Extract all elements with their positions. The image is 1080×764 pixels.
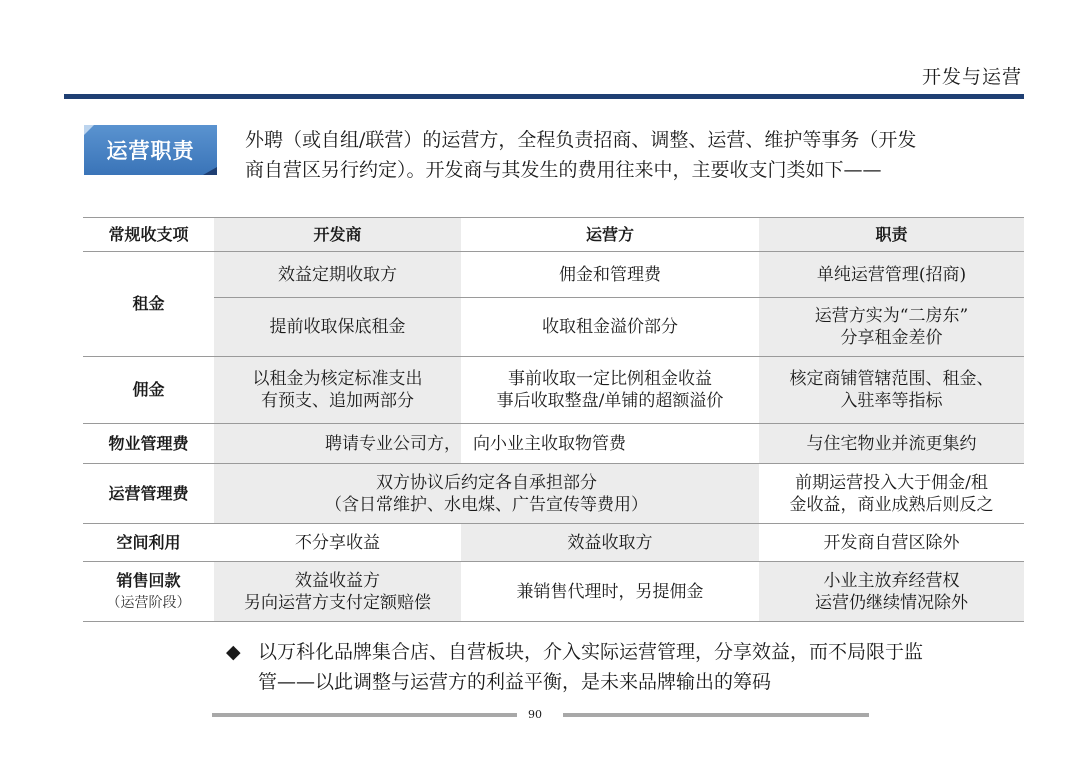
table-cell <box>214 357 461 424</box>
row-label: 运营管理费 <box>83 464 214 524</box>
table-row <box>83 252 1024 298</box>
footer-divider-right <box>563 713 869 717</box>
intro-line: 商自营区另行约定）。开发商与其发生的费用往来中，主要收支门类如下—— <box>245 159 882 181</box>
cell-line: 双方协议后约定各自承担部分 <box>376 472 597 493</box>
table-cell <box>759 464 1024 524</box>
table-cell <box>214 562 461 622</box>
section-title: 开发与运营 <box>921 66 1022 88</box>
row-label: 佣金 <box>83 357 214 424</box>
cell-line: 入驻率等指标 <box>840 391 943 411</box>
cell-line: （含日常维护、水电煤、广告宣传等费用） <box>325 494 648 515</box>
cell-line: 有预支、追加两部分 <box>261 391 414 411</box>
table-cell: 聘请专业公司方， <box>214 424 461 464</box>
column-header: 职责 <box>759 218 1024 252</box>
table-cell <box>759 562 1024 622</box>
table-row <box>83 464 1024 524</box>
table-header-row <box>83 218 1024 252</box>
cell-line: 以租金为核定标准支出 <box>252 369 423 389</box>
cell-line: 效益收益方 <box>295 570 380 591</box>
intro-paragraph <box>245 125 1005 185</box>
column-header: 开发商 <box>214 218 461 252</box>
table-cell: 单纯运营管理(招商) <box>759 252 1024 298</box>
cell-line: 另向运营方支付定额赔偿 <box>244 592 431 613</box>
intro-line: 外聘（或自组/联营）的运营方，全程负责招商、调整、运营、维护等事务（开发 <box>245 129 917 151</box>
cell-line: 事前收取一定比例租金收益 <box>508 369 712 389</box>
column-header: 常规收支项 <box>83 218 214 252</box>
cell-line: 小业主放弃经营权 <box>823 570 960 591</box>
table-row <box>83 298 1024 357</box>
table-cell: 提前收取保底租金 <box>214 298 461 357</box>
row-label: 租金 <box>83 252 214 357</box>
bullet-line: 管——以此调整与运营方的利益平衡，是未来品牌输出的筹码 <box>258 671 772 693</box>
header-divider <box>64 94 1024 99</box>
table-cell: 不分享收益 <box>214 524 461 562</box>
table-cell: 向小业主收取物管费 <box>461 424 759 464</box>
row-label: 空间利用 <box>83 524 214 562</box>
bullet-line: 以万科化品牌集合店、自营板块，介入实际运营管理，分享效益，而不局限于监 <box>258 641 924 663</box>
cell-line: 运营方实为“二房东” <box>814 306 969 326</box>
revenue-expense-table <box>83 217 1024 622</box>
bullet-note <box>226 637 1006 697</box>
cell-line: 分享租金差价 <box>840 328 943 348</box>
column-header: 运营方 <box>461 218 759 252</box>
row-label-main: 销售回款 <box>116 570 181 590</box>
table-cell: 兼销售代理时，另提佣金 <box>461 562 759 622</box>
table-cell: 效益定期收取方 <box>214 252 461 298</box>
diamond-bullet-icon: ◆ <box>226 641 241 663</box>
table-row <box>83 357 1024 424</box>
table-cell <box>461 357 759 424</box>
table-row <box>83 524 1024 562</box>
table-cell <box>759 357 1024 424</box>
table-cell: 与住宅物业并流更集约 <box>759 424 1024 464</box>
cell-line: 运营仍继续情况除外 <box>815 592 968 613</box>
cell-line: 金收益，商业成熟后则反之 <box>789 494 994 515</box>
footer-divider-left <box>212 713 517 717</box>
cell-line: 事后收取整盘/单铺的超额溢价 <box>496 391 724 411</box>
cell-line: 核定商铺管辖范围、租金、 <box>789 369 994 389</box>
table-cell-merged <box>214 464 759 524</box>
table-cell: 收取租金溢价部分 <box>461 298 759 357</box>
table-cell <box>759 298 1024 357</box>
table-cell: 效益收取方 <box>461 524 759 562</box>
section-badge <box>84 125 217 175</box>
page-number: 90 <box>528 708 542 721</box>
row-label: 物业管理费 <box>83 424 214 464</box>
table-cell: 佣金和管理费 <box>461 252 759 298</box>
table-row <box>83 424 1024 464</box>
row-label <box>83 562 214 622</box>
row-label-sub: （运营阶段） <box>106 594 191 611</box>
table-row <box>83 562 1024 622</box>
badge-label: 运营职责 <box>106 139 195 163</box>
cell-line: 前期运营投入大于佣金/租 <box>795 472 988 493</box>
table-cell: 开发商自营区除外 <box>759 524 1024 562</box>
